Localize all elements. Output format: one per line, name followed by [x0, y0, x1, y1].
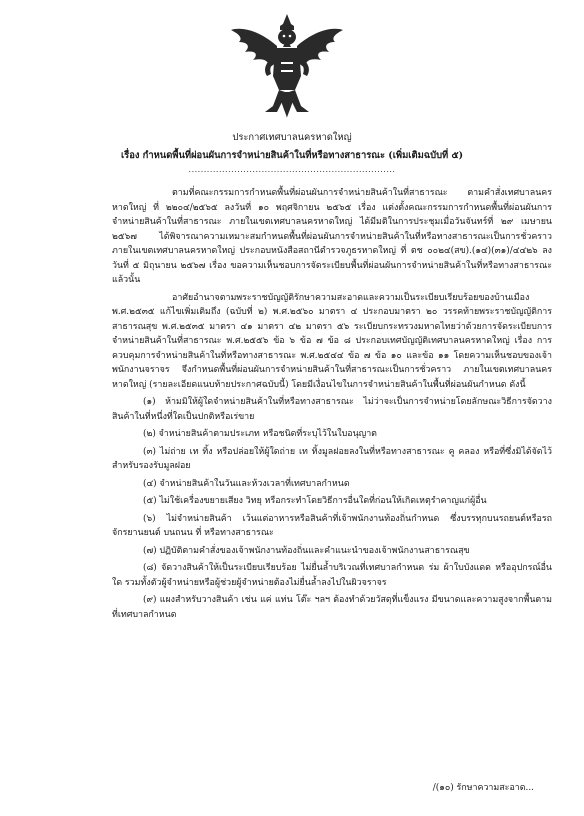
announcement-title: ประกาศเทศบาลนครหาดใหญ่ [232, 132, 352, 143]
condition-item: (๔) จำหน่ายสินค้าในวันและห้วงเวลาที่เทศบาลกำหนด [143, 478, 350, 489]
condition-item: (๖) ไม่จำหน่ายสินค้า เว้นแต่อาหารหรือสินค้าที่เจ้าพนักงานท้องถิ่นกำหนด ซึ่งบรรทุกบนรถยนต์หรือรถจักรยานยนต์ บนถนน ที่ หรือทางสาธารณะ [112, 513, 552, 538]
condition-item: (๗) ปฏิบัติตามคำสั่งของเจ้าพนักงานท้องถิ่นและคำแนะนำของเจ้าพนักงานสาธารณสุข [143, 545, 470, 556]
announcement-subject: เรื่อง กำหนดพื้นที่ผ่อนผันการจำหน่ายสินค้าในที่หรือทางสาธารณะ (เพิ่มเติมฉบับที่ ๕) [120, 150, 464, 161]
condition-item: (๒) จำหน่ายสินค้าตามประเภท หรือชนิดที่ระบุไว้ในใบอนุญาต [143, 429, 377, 439]
condition-item: (๓) ไม่ถ่าย เท ทิ้ง หรือปล่อยให้ผู้ใดถ่าย เท ทิ้งมูลฝอยลงในที่หรือทางสาธารณะ คู คลอง หรือที่ซึ่งมิได้จัดไว้สำหรับรองรับมูลฝอย [112, 446, 552, 471]
paragraph-background: ตามที่คณะกรรมการกำหนดพื้นที่ผ่อนผันการจำหน่ายสินค้าในที่สาธารณะ ตามคำสั่งเทศบาลนครหาดใหญ่ ที่ ๒๒๐๔/๒๕๖๕ ลงวันที่ ๑๐ พฤศจิกายน ๒๕๖๕ เรื่อง แต่งตั้งคณะกรรมการกำหนดพื้นที่ผ่อนผันการจำหน่ายสินค้าในที่สาธารณะ ภายในเขตเทศบาลนครหาดใหญ่ ได้มีมติในการประชุมเมื่อวันจันทร์ที่ ๒๙ เมษายน ๒๕๖๗ ได้พิจารณาความเหมาะสมกำหนดพื้นที่ผ่อนผันการจำหน่ายสินค้าในที่หรือทางสาธารณะเป็นการชั่วคราว ภายในเขตเทศบาลนครหาดใหญ่ ประกอบหนังสือสถานีตำรวจภูธรหาดใหญ่ ที่ ตช ๐๐๒๔(สข).(๑๔)(๓๑)/๔๔๒๖ ลงวันที่ ๕ มิถุนายน ๒๕๖๗ เรื่อง ขอความเห็นชอบการจัดระเบียบพื้นที่ผ่อนผันการจำหน่ายสินค้าในที่หรือทางสาธารณะ แล้วนั้น [112, 188, 552, 285]
condition-item: (๘) จัดวางสินค้าให้เป็นระเบียบเรียบร้อย ไม่ยื่นล้ำบริเวณที่เทศบาลกำหนด ร่ม ผ้าใบบังแดด หรืออุปกรณ์อื่นใด รวมทั้งตัวผู้จำหน่ายหรือผู้ช่วยผู้จำหน่ายต้องไม่ยื่นล้ำลงไปในผิวจราจร [112, 563, 552, 588]
condition-item: (๕) ไม่ใช้เครื่องขยายเสียง วิทยุ หรือกระทำโดยวิธีการอื่นใดที่ก่อนให้เกิดเหตุรำคาญแก่ผู้อื่น [143, 496, 487, 506]
title-divider: .................................................................... [188, 165, 396, 174]
document-body [112, 186, 552, 625]
continuation-note: /(๑๐) รักษาความสะอาด... [432, 783, 534, 793]
paragraph-authority: อาศัยอำนาจตามพระราชบัญญัติรักษาความสะอาดและความเป็นระเบียบเรียบร้อยของบ้านเมือง พ.ศ.๒๕๓๕ แก้ไขเพิ่มเติมถึง (ฉบับที่ ๒) พ.ศ.๒๕๖๐ มาตรา ๔ ประกอบมาตรา ๒๐ วรรคท้ายพระราชบัญญัติการสาธารณสุข พ.ศ.๒๕๓๕ มาตรา ๔๑ มาตรา ๔๒ มาตรา ๕๖ ระเบียบกระทรวงมหาดไทยว่าด้วยการจัดระเบียบการจำหน่ายสินค้าในที่สาธารณะ พ.ศ.๒๕๕๖ ข้อ ๖ ข้อ ๗ ข้อ ๘ ประกอบเทศบัญญัติเทศบาลนครหาดใหญ่ เรื่อง การควบคุมการจำหน่ายสินค้าในที่หรือทางสาธารณะ พ.ศ.๒๕๔๔ ข้อ ๗ ข้อ ๑๐ และข้อ ๑๑ โดยความเห็นชอบของเจ้าพนักงานจราจร จึงกำหนดพื้นที่ผ่อนผันการจำหน่ายสินค้าในที่สาธารณะเป็นการชั่วคราว ภายในเขตเทศบาลนครหาดใหญ่ (รายละเอียดแนบท้ายประกาศฉบับนี้) โดยมีเงื่อนไขในการจำหน่ายสินค้าในพื้นที่ผ่อนผันกำหนด ดังนี้ [112, 292, 552, 390]
garuda-emblem-icon [225, 12, 349, 120]
condition-item: (๑) ห้ามมิให้ผู้ใดจำหน่ายสินค้าในที่หรือทางสาธารณะ ไม่ว่าจะเป็นการจำหน่ายโดยลักษณะวิธีการจัดวางสินค้าในที่หนึ่งที่ใดเป็นปกติหรือเร่ขาย [112, 397, 552, 422]
condition-item: (๙) แผงสำหรับวางสินค้า เช่น แค่ แท่น โต๊ะ ฯลฯ ต้องทำด้วยวัสดุที่แข็งแรง มีขนาดและความสูงจากพื้นตามที่เทศบาลกำหนด [112, 595, 552, 620]
